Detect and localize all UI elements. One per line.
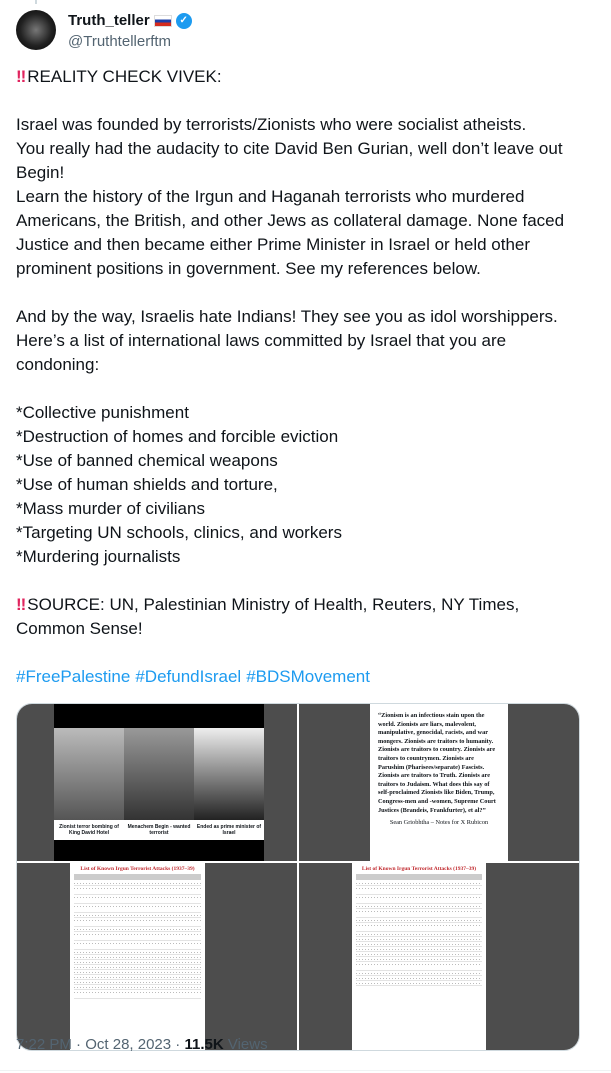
tweet-line — [16, 209, 596, 233]
tweet-line-text: And by the way, Israelis hate Indians! They see you as idol worshippers. — [16, 307, 558, 326]
tweet-meta: 7:22 PM · Oct 28, 2023 · 11.5K Views — [16, 1036, 268, 1053]
tweet-line — [16, 65, 596, 89]
tweet-line — [16, 305, 596, 329]
tweet-line — [16, 281, 596, 305]
double-exclamation-icon: ‼ — [16, 595, 24, 614]
table-row — [74, 886, 201, 895]
tweet-line — [16, 377, 596, 401]
tweet-line-text: Americans, the British, and other Jews as collateral damage. None faced — [16, 211, 565, 230]
media-image-3[interactable] — [17, 863, 297, 1050]
hotel-bombing-photo — [54, 728, 124, 820]
table-row — [74, 932, 201, 941]
hashtag-link[interactable]: #BDSMovement — [246, 667, 370, 686]
media-grid — [16, 703, 580, 1051]
tweet-date[interactable]: Oct 28, 2023 — [85, 1036, 172, 1053]
quote-attribution: Sean Griobhtha – Notes for X Rubicon — [389, 819, 489, 827]
views-label: Views — [227, 1036, 268, 1053]
divider — [0, 1070, 611, 1071]
russia-flag-icon — [154, 15, 172, 27]
views-count: 11.5K — [184, 1036, 224, 1053]
tweet-line-text: Here’s a list of international laws committed by Israel that you are — [16, 331, 507, 350]
tweet-line — [16, 233, 596, 257]
quote-text: “Zionism is an infectious stain upon the world. Zionists are liars, malevolent, manipulative, genocidal, racists, and war mongers. Zionists are traitors to humanity. Zionists are traitors to country. Zionists are traitors to countrymen. Zionists are Parushim (Pharisees/separate) Fascists. Zionists are traitors to Truth. Zionists are traitors to Judaism. What does this say of self-proclaimed Zionists like Biden, Trump, Congress-men and -women, Supreme Court Justices (Brandeis, Frankfurter), et al?” — [378, 712, 496, 814]
table-row — [356, 909, 482, 918]
tweet-line-text: prominent positions in government. See my references below. — [16, 259, 481, 278]
double-exclamation-icon: ‼ — [16, 67, 24, 86]
table-row — [356, 895, 482, 904]
table-title: List of Known Irgun Terrorist Attacks (1937–39) — [361, 866, 477, 872]
media-image-2[interactable] — [299, 704, 579, 861]
table-row — [356, 981, 482, 986]
media-image-4[interactable] — [299, 863, 579, 1050]
tweet-line-text: *Collective punishment — [16, 403, 189, 422]
tweet-line — [16, 569, 596, 593]
tweet-line — [16, 449, 596, 473]
tweet-line-text: *Destruction of homes and forcible eviction — [16, 427, 339, 446]
tweet-line-text: *Use of human shields and torture, — [16, 475, 278, 494]
table-row — [356, 886, 482, 895]
tweet-line — [16, 185, 596, 209]
avatar[interactable] — [16, 10, 56, 50]
tweet-line-text: Common Sense! — [16, 619, 143, 638]
caption: Zionist terror bombing of King David Hotel — [59, 824, 119, 836]
tweet-line-text: *Use of banned chemical weapons — [16, 451, 278, 470]
tweet-line — [16, 545, 596, 569]
caption: Ended as prime minister of Israel — [196, 824, 262, 836]
tweet-line-text: You really had the audacity to cite David Ben Gurian, well don’t leave out — [16, 139, 563, 158]
table-row — [74, 990, 201, 999]
tweet-line-text: Israel was founded by terrorists/Zionists who were socialist atheists. — [16, 115, 527, 134]
tweet-line — [16, 257, 596, 281]
tweet-line — [16, 425, 596, 449]
tweet-line-text: Justice and then became either Prime Minister in Israel or held other — [16, 235, 531, 254]
table-row — [74, 904, 201, 913]
thread-line — [35, 0, 37, 4]
tweet-line — [16, 473, 596, 497]
portrait-photo — [194, 728, 264, 820]
tweet-text — [16, 65, 596, 689]
hashtag-link[interactable]: #FreePalestine — [16, 667, 131, 686]
tweet-line-text: Begin! — [16, 163, 65, 182]
table-row — [74, 918, 201, 927]
tweet-line-text: *Targeting UN schools, clinics, and workers — [16, 523, 342, 542]
table-row — [74, 941, 201, 950]
author-name[interactable]: Truth_teller — [68, 12, 150, 29]
caption: Menachem Begin - wanted terrorist — [127, 824, 191, 836]
table-row — [74, 895, 201, 904]
tweet-line-text: *Mass murder of civilians — [16, 499, 205, 518]
tweet-line — [16, 137, 596, 161]
tweet-line-text: condoning: — [16, 355, 100, 374]
hashtags — [16, 665, 596, 689]
tweet-line — [16, 593, 596, 617]
mugshot-photo — [124, 728, 194, 820]
tweet-line — [16, 353, 596, 377]
tweet-line — [16, 161, 596, 185]
tweet-line-text: Learn the history of the Irgun and Haganah terrorists who murdered — [16, 187, 525, 206]
table-header — [74, 874, 201, 880]
tweet-line-text: REALITY CHECK VIVEK: — [27, 67, 222, 86]
author-handle[interactable]: @Truthtellerftm — [68, 33, 172, 50]
tweet-line — [16, 89, 596, 113]
verified-badge-icon: ✓ — [176, 13, 192, 29]
tweet-time[interactable]: 7:22 PM — [16, 1036, 72, 1053]
photo-collage — [54, 704, 264, 861]
hashtag-link[interactable]: #DefundIsrael — [135, 667, 242, 686]
table-title: List of Known Irgun Terrorist Attacks (1937–39) — [80, 866, 195, 872]
table-header — [356, 874, 482, 880]
table-row — [356, 962, 482, 971]
media-image-1[interactable] — [17, 704, 297, 861]
table-row — [356, 923, 482, 932]
tweet-line — [16, 641, 596, 665]
tweet-line — [16, 521, 596, 545]
tweet-line — [16, 401, 596, 425]
tweet-line — [16, 617, 596, 641]
author-name-row[interactable] — [68, 12, 192, 29]
tweet-line-text: *Murdering journalists — [16, 547, 181, 566]
tweet-line — [16, 113, 596, 137]
tweet-line — [16, 497, 596, 521]
tweet-line — [16, 329, 596, 353]
tweet-line-text: SOURCE: UN, Palestinian Ministry of Health, Reuters, NY Times, — [27, 595, 520, 614]
